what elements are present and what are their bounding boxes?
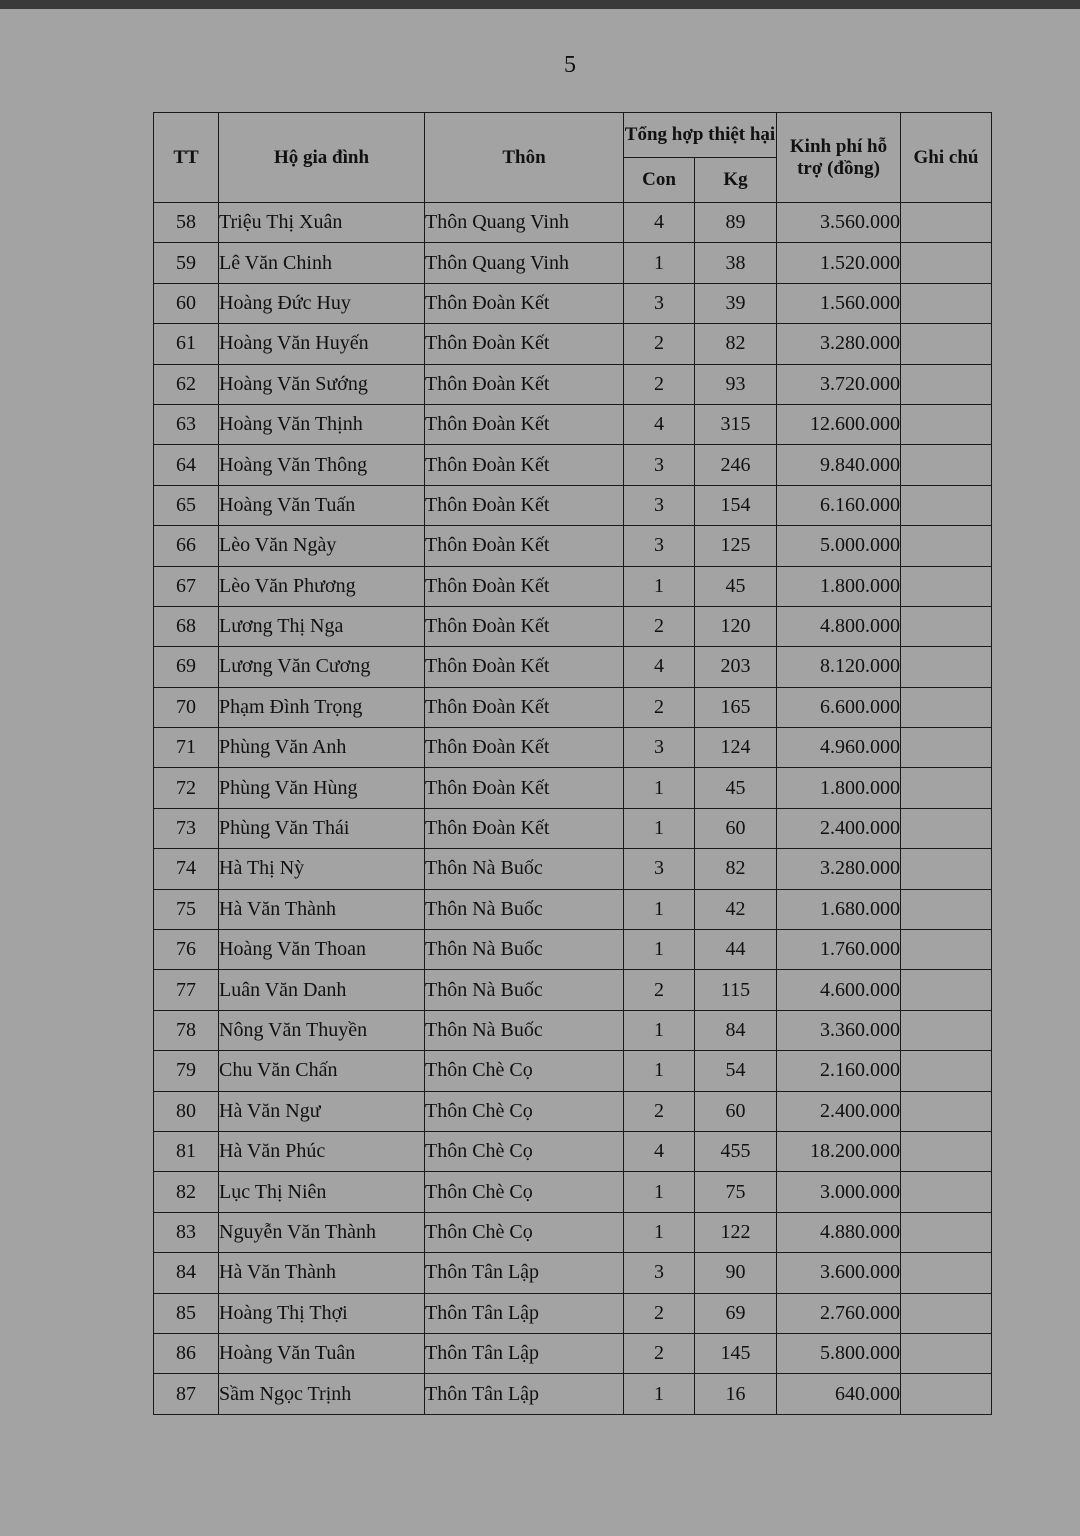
table-row — [154, 243, 992, 283]
cell-village: Thôn Đoàn Kết — [425, 566, 624, 606]
cell-kg: 16 — [695, 1374, 777, 1414]
table-row — [154, 364, 992, 404]
cell-household: Phùng Văn Anh — [219, 728, 425, 768]
cell-con: 1 — [624, 1374, 695, 1414]
cell-funding: 3.560.000 — [777, 203, 901, 243]
cell-kg: 69 — [695, 1293, 777, 1333]
cell-household: Luân Văn Danh — [219, 970, 425, 1010]
table-row — [154, 889, 992, 929]
cell-village: Thôn Chè Cọ — [425, 1172, 624, 1212]
cell-kg: 455 — [695, 1131, 777, 1171]
cell-con: 3 — [624, 849, 695, 889]
table-row — [154, 808, 992, 848]
cell-kg: 45 — [695, 566, 777, 606]
cell-con: 3 — [624, 283, 695, 323]
cell-tt: 68 — [154, 606, 219, 646]
cell-note — [901, 283, 992, 323]
cell-funding: 1.800.000 — [777, 566, 901, 606]
cell-kg: 60 — [695, 808, 777, 848]
cell-tt: 75 — [154, 889, 219, 929]
cell-note — [901, 485, 992, 525]
cell-household: Lê Văn Chinh — [219, 243, 425, 283]
table-row — [154, 1051, 992, 1091]
cell-con: 1 — [624, 889, 695, 929]
cell-household: Phạm Đình Trọng — [219, 687, 425, 727]
cell-village: Thôn Đoàn Kết — [425, 445, 624, 485]
table-row — [154, 930, 992, 970]
cell-funding: 4.960.000 — [777, 728, 901, 768]
cell-village: Thôn Đoàn Kết — [425, 808, 624, 848]
cell-note — [901, 445, 992, 485]
cell-tt: 58 — [154, 203, 219, 243]
cell-funding: 2.400.000 — [777, 1091, 901, 1131]
table-row — [154, 203, 992, 243]
table-row — [154, 970, 992, 1010]
cell-tt: 76 — [154, 930, 219, 970]
damage-support-table — [153, 112, 992, 1415]
cell-tt: 74 — [154, 849, 219, 889]
cell-funding: 3.600.000 — [777, 1253, 901, 1293]
cell-tt: 59 — [154, 243, 219, 283]
cell-funding: 12.600.000 — [777, 404, 901, 444]
cell-household: Lục Thị Niên — [219, 1172, 425, 1212]
table-row — [154, 1374, 992, 1414]
cell-note — [901, 1212, 992, 1252]
cell-village: Thôn Nà Buốc — [425, 889, 624, 929]
top-frame-bar — [0, 0, 1080, 9]
cell-tt: 71 — [154, 728, 219, 768]
cell-funding: 2.760.000 — [777, 1293, 901, 1333]
cell-household: Hoàng Văn Sướng — [219, 364, 425, 404]
header-funding: Kinh phí hỗ trợ (đồng) — [777, 113, 901, 203]
cell-household: Sầm Ngọc Trịnh — [219, 1374, 425, 1414]
cell-tt: 73 — [154, 808, 219, 848]
cell-kg: 90 — [695, 1253, 777, 1293]
cell-kg: 115 — [695, 970, 777, 1010]
cell-household: Lương Văn Cương — [219, 647, 425, 687]
cell-note — [901, 647, 992, 687]
cell-tt: 67 — [154, 566, 219, 606]
cell-funding: 8.120.000 — [777, 647, 901, 687]
cell-con: 2 — [624, 1333, 695, 1373]
cell-household: Hà Văn Thành — [219, 889, 425, 929]
cell-funding: 4.880.000 — [777, 1212, 901, 1252]
cell-note — [901, 889, 992, 929]
cell-household: Hà Văn Ngư — [219, 1091, 425, 1131]
header-household: Hộ gia đình — [219, 113, 425, 203]
cell-funding: 3.000.000 — [777, 1172, 901, 1212]
cell-tt: 70 — [154, 687, 219, 727]
table-row — [154, 404, 992, 444]
cell-tt: 64 — [154, 445, 219, 485]
cell-kg: 122 — [695, 1212, 777, 1252]
page-number: 5 — [564, 52, 576, 78]
cell-village: Thôn Đoàn Kết — [425, 728, 624, 768]
cell-kg: 45 — [695, 768, 777, 808]
cell-kg: 246 — [695, 445, 777, 485]
table-row — [154, 1212, 992, 1252]
cell-note — [901, 1333, 992, 1373]
cell-tt: 62 — [154, 364, 219, 404]
cell-household: Hà Văn Phúc — [219, 1131, 425, 1171]
cell-kg: 145 — [695, 1333, 777, 1373]
cell-household: Hoàng Văn Thông — [219, 445, 425, 485]
cell-note — [901, 849, 992, 889]
cell-village: Thôn Đoàn Kết — [425, 526, 624, 566]
cell-note — [901, 1051, 992, 1091]
cell-funding: 18.200.000 — [777, 1131, 901, 1171]
cell-household: Lương Thị Nga — [219, 606, 425, 646]
cell-funding: 3.280.000 — [777, 324, 901, 364]
cell-note — [901, 1172, 992, 1212]
cell-village: Thôn Đoàn Kết — [425, 485, 624, 525]
cell-funding: 3.360.000 — [777, 1010, 901, 1050]
cell-con: 2 — [624, 1091, 695, 1131]
cell-con: 3 — [624, 1253, 695, 1293]
cell-kg: 89 — [695, 203, 777, 243]
cell-funding: 5.000.000 — [777, 526, 901, 566]
cell-kg: 60 — [695, 1091, 777, 1131]
cell-note — [901, 687, 992, 727]
cell-tt: 66 — [154, 526, 219, 566]
cell-note — [901, 324, 992, 364]
cell-household: Lèo Văn Ngày — [219, 526, 425, 566]
cell-tt: 84 — [154, 1253, 219, 1293]
cell-household: Hà Văn Thành — [219, 1253, 425, 1293]
cell-note — [901, 1091, 992, 1131]
table-row — [154, 445, 992, 485]
cell-note — [901, 808, 992, 848]
header-con: Con — [624, 158, 695, 203]
cell-kg: 93 — [695, 364, 777, 404]
cell-kg: 315 — [695, 404, 777, 444]
cell-con: 2 — [624, 1293, 695, 1333]
header-tt: TT — [154, 113, 219, 203]
cell-household: Hoàng Văn Thoan — [219, 930, 425, 970]
cell-funding: 3.720.000 — [777, 364, 901, 404]
cell-tt: 83 — [154, 1212, 219, 1252]
table-row — [154, 606, 992, 646]
cell-tt: 80 — [154, 1091, 219, 1131]
cell-con: 1 — [624, 1010, 695, 1050]
cell-funding: 4.800.000 — [777, 606, 901, 646]
cell-note — [901, 606, 992, 646]
cell-funding: 1.560.000 — [777, 283, 901, 323]
cell-con: 2 — [624, 364, 695, 404]
cell-kg: 125 — [695, 526, 777, 566]
cell-note — [901, 970, 992, 1010]
cell-tt: 65 — [154, 485, 219, 525]
cell-funding: 1.800.000 — [777, 768, 901, 808]
cell-kg: 154 — [695, 485, 777, 525]
cell-note — [901, 1374, 992, 1414]
cell-kg: 165 — [695, 687, 777, 727]
table-row — [154, 1091, 992, 1131]
cell-village: Thôn Đoàn Kết — [425, 324, 624, 364]
cell-con: 1 — [624, 243, 695, 283]
cell-village: Thôn Tân Lập — [425, 1333, 624, 1373]
header-kg: Kg — [695, 158, 777, 203]
cell-household: Hoàng Thị Thợi — [219, 1293, 425, 1333]
table-row — [154, 1131, 992, 1171]
cell-note — [901, 1010, 992, 1050]
cell-funding: 3.280.000 — [777, 849, 901, 889]
cell-note — [901, 526, 992, 566]
table-row — [154, 647, 992, 687]
cell-note — [901, 404, 992, 444]
cell-funding: 1.520.000 — [777, 243, 901, 283]
cell-tt: 60 — [154, 283, 219, 323]
cell-con: 3 — [624, 445, 695, 485]
table-row — [154, 1253, 992, 1293]
cell-village: Thôn Chè Cọ — [425, 1091, 624, 1131]
cell-note — [901, 1253, 992, 1293]
cell-note — [901, 566, 992, 606]
cell-kg: 203 — [695, 647, 777, 687]
cell-con: 4 — [624, 404, 695, 444]
cell-village: Thôn Nà Buốc — [425, 1010, 624, 1050]
cell-household: Nông Văn Thuyền — [219, 1010, 425, 1050]
cell-tt: 63 — [154, 404, 219, 444]
cell-kg: 82 — [695, 324, 777, 364]
cell-village: Thôn Nà Buốc — [425, 930, 624, 970]
cell-household: Nguyễn Văn Thành — [219, 1212, 425, 1252]
cell-household: Chu Văn Chấn — [219, 1051, 425, 1091]
cell-con: 2 — [624, 606, 695, 646]
table-row — [154, 1010, 992, 1050]
cell-funding: 4.600.000 — [777, 970, 901, 1010]
table-row — [154, 566, 992, 606]
cell-con: 3 — [624, 728, 695, 768]
cell-kg: 39 — [695, 283, 777, 323]
cell-tt: 87 — [154, 1374, 219, 1414]
cell-household: Hà Thị Nỳ — [219, 849, 425, 889]
cell-village: Thôn Đoàn Kết — [425, 404, 624, 444]
cell-household: Lèo Văn Phương — [219, 566, 425, 606]
cell-village: Thôn Đoàn Kết — [425, 364, 624, 404]
cell-tt: 61 — [154, 324, 219, 364]
table-row — [154, 849, 992, 889]
cell-tt: 69 — [154, 647, 219, 687]
cell-kg: 75 — [695, 1172, 777, 1212]
cell-con: 4 — [624, 1131, 695, 1171]
table-row — [154, 283, 992, 323]
cell-village: Thôn Đoàn Kết — [425, 606, 624, 646]
cell-note — [901, 1131, 992, 1171]
cell-tt: 81 — [154, 1131, 219, 1171]
cell-funding: 2.400.000 — [777, 808, 901, 848]
table-row — [154, 728, 992, 768]
table-header — [154, 113, 992, 203]
cell-con: 2 — [624, 324, 695, 364]
cell-tt: 77 — [154, 970, 219, 1010]
cell-funding: 2.160.000 — [777, 1051, 901, 1091]
cell-con: 4 — [624, 203, 695, 243]
cell-note — [901, 728, 992, 768]
cell-village: Thôn Quang Vinh — [425, 203, 624, 243]
cell-village: Thôn Chè Cọ — [425, 1131, 624, 1171]
cell-household: Hoàng Văn Tuân — [219, 1333, 425, 1373]
cell-village: Thôn Đoàn Kết — [425, 647, 624, 687]
cell-tt: 79 — [154, 1051, 219, 1091]
table-row — [154, 1333, 992, 1373]
cell-village: Thôn Nà Buốc — [425, 849, 624, 889]
table-row — [154, 485, 992, 525]
cell-village: Thôn Chè Cọ — [425, 1051, 624, 1091]
cell-funding: 5.800.000 — [777, 1333, 901, 1373]
table-row — [154, 768, 992, 808]
cell-funding: 640.000 — [777, 1374, 901, 1414]
cell-village: Thôn Nà Buốc — [425, 970, 624, 1010]
cell-kg: 84 — [695, 1010, 777, 1050]
header-note: Ghi chú — [901, 113, 992, 203]
header-damage-summary: Tổng hợp thiệt hại — [624, 113, 777, 158]
cell-household: Hoàng Văn Tuấn — [219, 485, 425, 525]
cell-village: Thôn Quang Vinh — [425, 243, 624, 283]
cell-con: 1 — [624, 808, 695, 848]
cell-funding: 9.840.000 — [777, 445, 901, 485]
cell-kg: 42 — [695, 889, 777, 929]
cell-village: Thôn Tân Lập — [425, 1253, 624, 1293]
cell-household: Hoàng Văn Thịnh — [219, 404, 425, 444]
cell-tt: 72 — [154, 768, 219, 808]
cell-kg: 124 — [695, 728, 777, 768]
cell-village: Thôn Tân Lập — [425, 1293, 624, 1333]
table-row — [154, 687, 992, 727]
table-row — [154, 324, 992, 364]
cell-household: Triệu Thị Xuân — [219, 203, 425, 243]
cell-con: 2 — [624, 687, 695, 727]
cell-note — [901, 930, 992, 970]
cell-con: 2 — [624, 970, 695, 1010]
cell-note — [901, 364, 992, 404]
cell-household: Hoàng Văn Huyến — [219, 324, 425, 364]
cell-tt: 78 — [154, 1010, 219, 1050]
cell-village: Thôn Đoàn Kết — [425, 768, 624, 808]
cell-village: Thôn Đoàn Kết — [425, 283, 624, 323]
cell-con: 1 — [624, 1051, 695, 1091]
table-row — [154, 1172, 992, 1212]
cell-funding: 1.680.000 — [777, 889, 901, 929]
cell-con: 3 — [624, 526, 695, 566]
cell-household: Phùng Văn Hùng — [219, 768, 425, 808]
cell-note — [901, 1293, 992, 1333]
cell-funding: 1.760.000 — [777, 930, 901, 970]
table-row — [154, 1293, 992, 1333]
cell-village: Thôn Tân Lập — [425, 1374, 624, 1414]
table-row — [154, 526, 992, 566]
cell-con: 4 — [624, 647, 695, 687]
cell-kg: 82 — [695, 849, 777, 889]
cell-con: 1 — [624, 1212, 695, 1252]
cell-note — [901, 243, 992, 283]
cell-kg: 54 — [695, 1051, 777, 1091]
cell-con: 3 — [624, 485, 695, 525]
header-village: Thôn — [425, 113, 624, 203]
cell-note — [901, 768, 992, 808]
cell-tt: 82 — [154, 1172, 219, 1212]
cell-household: Hoàng Đức Huy — [219, 283, 425, 323]
cell-kg: 120 — [695, 606, 777, 646]
cell-tt: 86 — [154, 1333, 219, 1373]
cell-kg: 44 — [695, 930, 777, 970]
cell-con: 1 — [624, 768, 695, 808]
cell-village: Thôn Chè Cọ — [425, 1212, 624, 1252]
cell-funding: 6.160.000 — [777, 485, 901, 525]
cell-village: Thôn Đoàn Kết — [425, 687, 624, 727]
table-body — [154, 203, 992, 1415]
cell-con: 1 — [624, 566, 695, 606]
cell-tt: 85 — [154, 1293, 219, 1333]
cell-con: 1 — [624, 930, 695, 970]
cell-household: Phùng Văn Thái — [219, 808, 425, 848]
cell-note — [901, 203, 992, 243]
cell-con: 1 — [624, 1172, 695, 1212]
cell-funding: 6.600.000 — [777, 687, 901, 727]
cell-kg: 38 — [695, 243, 777, 283]
